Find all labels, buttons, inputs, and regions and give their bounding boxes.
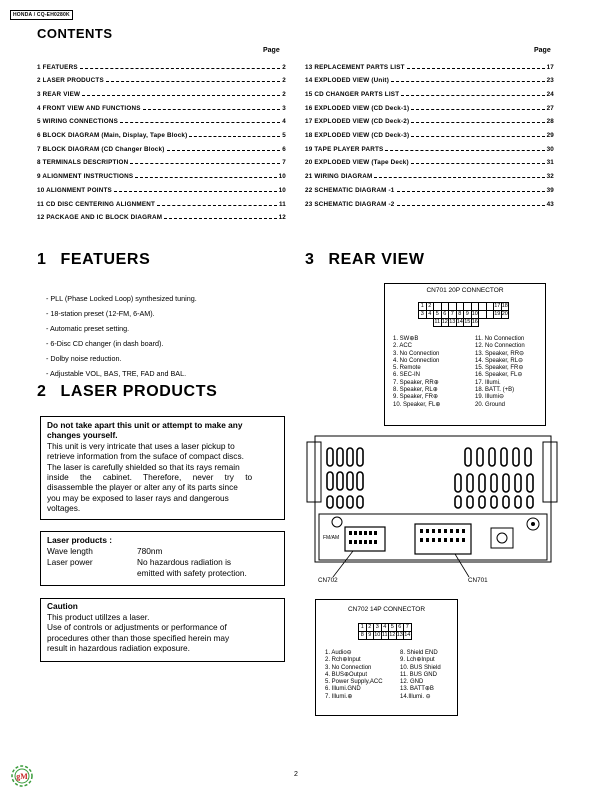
pin-cell bbox=[471, 303, 479, 311]
pin-assignment: 18. BATT. (+B) bbox=[475, 387, 515, 394]
pin-assignment: 17. Illumi. bbox=[475, 379, 501, 386]
toc-leader bbox=[407, 68, 545, 69]
pin-assignment: 5. Power Supply,ACC bbox=[325, 679, 383, 686]
toc-entry-label: 19 TAPE PLAYER PARTS bbox=[305, 145, 384, 153]
rear-view-heading bbox=[305, 251, 425, 269]
pin-assignment: 11. No Connection bbox=[475, 336, 525, 342]
caution-box bbox=[40, 598, 285, 662]
power-value-line: No hazardous radiation is bbox=[137, 557, 232, 567]
pin-assignment: 12. No Connection bbox=[475, 343, 525, 350]
pin-assignment: 13. Speaker, RR⊖ bbox=[475, 350, 525, 357]
pin-cell bbox=[449, 303, 457, 311]
toc-leader bbox=[120, 122, 280, 123]
toc-entry-label: 14 EXPLODED VIEW (Unit) bbox=[305, 77, 390, 85]
laser-products-title: Laser products : bbox=[47, 535, 113, 545]
toc-leader bbox=[143, 109, 281, 110]
pin-assignment: 1. SW⊕B bbox=[393, 336, 419, 342]
caution-line: result in hazardous radiation exposure. bbox=[47, 643, 190, 654]
laser-number: 2 bbox=[37, 383, 47, 400]
toc-entry-page: 10 bbox=[278, 186, 286, 194]
pin-cell: 17 bbox=[494, 303, 501, 309]
toc-entry[interactable] bbox=[305, 144, 554, 154]
pin-cell: 11 bbox=[381, 632, 388, 638]
toc-entry-label: 21 WIRING DIAGRAM bbox=[305, 173, 373, 181]
unit-rear-drawing bbox=[305, 434, 558, 586]
pin-cell: 10 bbox=[374, 632, 381, 638]
pin-assignment: 14.Illumi. ⊖ bbox=[400, 693, 431, 700]
pin-assignment: 1. Audio⊖ bbox=[325, 650, 352, 656]
pin-assignment: 3. No Connection bbox=[325, 664, 372, 671]
toc-entry[interactable] bbox=[37, 199, 286, 209]
pin-cell: 12 bbox=[389, 632, 396, 638]
pin-cell: 1 bbox=[419, 303, 427, 311]
pin-assignment: 7. Illumi.⊕ bbox=[325, 693, 353, 700]
pin-assignment: 13. BATT⊕B bbox=[400, 686, 434, 693]
toc-leader bbox=[401, 95, 544, 96]
pin-cell bbox=[441, 303, 449, 311]
toc-leader bbox=[80, 68, 281, 69]
pin-cell: 10 bbox=[471, 311, 478, 317]
power-label: Laser power bbox=[47, 557, 93, 567]
wavelength-row bbox=[47, 546, 278, 557]
toc-entry[interactable] bbox=[37, 185, 286, 195]
toc-entry[interactable] bbox=[37, 131, 286, 141]
cn701-pins-right bbox=[475, 336, 525, 409]
pin-cell bbox=[486, 303, 494, 311]
toc-entry[interactable] bbox=[37, 144, 286, 154]
toc-entry[interactable] bbox=[37, 76, 286, 86]
pin-assignment: 19. Illumi⊖ bbox=[475, 394, 505, 401]
toc-entry-label: 12 PACKAGE AND IC BLOCK DIAGRAM bbox=[37, 214, 163, 222]
pin-cell: 4 bbox=[381, 624, 389, 632]
toc-entry[interactable] bbox=[305, 62, 554, 72]
cn702-label: CN702 bbox=[318, 577, 338, 584]
pin-assignment: 8. Speaker, RL⊕ bbox=[393, 387, 438, 394]
toc-entry-label: 16 EXPLODED VIEW (CD Deck-1) bbox=[305, 104, 410, 112]
toc-entry[interactable] bbox=[37, 103, 286, 113]
toc-entry[interactable] bbox=[37, 117, 286, 127]
pin-cell: 2 bbox=[366, 624, 374, 632]
toc-entry-page: 39 bbox=[546, 186, 554, 194]
pin-assignment: 2. ACC bbox=[393, 343, 413, 350]
pin-cell: 5 bbox=[434, 311, 442, 319]
toc-entry-page: 12 bbox=[278, 214, 286, 222]
cn702-pins-right bbox=[400, 650, 441, 701]
toc-entry-label: 18 EXPLODED VIEW (CD Deck-3) bbox=[305, 132, 410, 139]
pin-cell: 14 bbox=[456, 319, 463, 325]
pin-cell: 20 bbox=[501, 311, 508, 317]
pin-assignment: 10. BUS Shield bbox=[400, 664, 441, 671]
antenna-label: FM/AM bbox=[323, 535, 340, 541]
rear-view-number: 3 bbox=[305, 251, 315, 268]
toc-entry-label: 15 CD CHANGER PARTS LIST bbox=[305, 90, 400, 98]
feature-item: - Dolby noise reduction. bbox=[46, 354, 122, 363]
toc-leader bbox=[106, 81, 280, 82]
pin-cell bbox=[456, 303, 464, 311]
pin-cell: 2 bbox=[426, 303, 434, 311]
pin-cell bbox=[486, 311, 494, 319]
features-list bbox=[46, 291, 197, 381]
pin-cell: 14 bbox=[404, 632, 411, 638]
pin-assignment: 3. No Connection bbox=[393, 350, 440, 357]
toc-entry[interactable] bbox=[305, 89, 554, 99]
pin-cell: 9 bbox=[366, 632, 374, 640]
toc-entry-label: 17 EXPLODED VIEW (CD Deck-2) bbox=[305, 118, 410, 126]
toc-entry[interactable] bbox=[305, 103, 554, 113]
toc-entry-label: 2 LASER PRODUCTS bbox=[37, 77, 104, 85]
toc-entry-page: 27 bbox=[546, 104, 554, 112]
toc-leader bbox=[397, 191, 545, 192]
toc-leader bbox=[385, 150, 544, 151]
toc-entry-page: 31 bbox=[546, 159, 554, 167]
warning-line: The laser is carefully shielded so that its rays remain bbox=[47, 461, 240, 472]
pin-cell bbox=[434, 303, 442, 311]
pin-assignment: 2. Rch⊕Input bbox=[325, 657, 361, 664]
pin-cell: 7 bbox=[449, 311, 457, 319]
wavelength-label: Wave length bbox=[47, 546, 93, 556]
laser-heading bbox=[37, 383, 217, 401]
toc-entry-label: 8 TERMINALS DESCRIPTION bbox=[37, 159, 129, 167]
toc-entry-page: 11 bbox=[278, 200, 286, 208]
pin-cell: 13 bbox=[449, 319, 456, 325]
pin-cell: 18 bbox=[501, 303, 508, 309]
toc-leader bbox=[114, 191, 277, 192]
caution-line: This product utillzes a laser. bbox=[47, 611, 150, 622]
toc-leader bbox=[374, 177, 544, 178]
model-tag: HONDA / CQ-EH0280K bbox=[10, 10, 73, 20]
pin-cell: 7 bbox=[404, 624, 412, 632]
page-column-header-left: Page bbox=[263, 47, 280, 54]
toc-entry-page: 3 bbox=[282, 104, 286, 112]
laser-products-box bbox=[40, 531, 285, 586]
toc-entry-page: 2 bbox=[282, 63, 286, 71]
pin-cell: 9 bbox=[464, 311, 472, 319]
features-heading bbox=[37, 251, 150, 269]
toc-entry[interactable] bbox=[305, 131, 554, 141]
rear-view-title: REAR VIEW bbox=[328, 251, 425, 268]
feature-item: - Adjustable VOL, BAS, TRE, FAD and BAL. bbox=[46, 369, 187, 378]
cn702-title: CN702 14P CONNECTOR bbox=[347, 606, 426, 613]
toc-leader bbox=[130, 163, 280, 164]
pin-cell: 8 bbox=[456, 311, 464, 319]
power-row bbox=[47, 557, 278, 579]
toc-entry-page: 6 bbox=[282, 145, 286, 153]
pin-cell bbox=[479, 311, 487, 319]
pin-assignment: 11. BUS GND bbox=[400, 671, 437, 678]
cn701-connector-box bbox=[384, 283, 546, 426]
pin-cell: 8 bbox=[359, 632, 367, 640]
warning-line: inside the cabinet. Therefore, never try to bbox=[47, 472, 253, 483]
toc-entry[interactable] bbox=[37, 62, 286, 72]
wavelength-value: 780nm bbox=[137, 546, 163, 556]
pin-cell: 19 bbox=[494, 311, 501, 317]
toc-entry-page: 7 bbox=[282, 159, 286, 167]
pin-cell: 3 bbox=[374, 624, 382, 632]
pin-assignment: 16. Speaker, FL⊖ bbox=[475, 372, 523, 379]
toc-entry[interactable] bbox=[37, 158, 286, 168]
laser-warning-box bbox=[40, 416, 285, 520]
toc-entry-label: 22 SCHEMATIC DIAGRAM -1 bbox=[305, 186, 395, 194]
power-value-line: emitted with safety protection. bbox=[137, 568, 247, 578]
toc-entry-page: 29 bbox=[546, 132, 554, 139]
toc-entry[interactable] bbox=[305, 117, 554, 127]
warning-line: voltages. bbox=[47, 503, 81, 514]
pin-assignment: 9. Lch⊕Input bbox=[400, 657, 435, 664]
toc-leader bbox=[164, 218, 276, 219]
toc-leader bbox=[411, 136, 544, 137]
pin-cell: 16 bbox=[471, 319, 478, 325]
pin-assignment: 5. Remote bbox=[393, 365, 421, 372]
gm-logo bbox=[8, 762, 36, 790]
pin-cell: 11 bbox=[434, 319, 441, 325]
cn702-connector-box bbox=[315, 599, 458, 716]
toc-leader bbox=[391, 81, 545, 82]
pin-cell: 12 bbox=[441, 319, 448, 325]
cn701-label: CN701 bbox=[468, 577, 488, 584]
toc-entry-label: 13 REPLACEMENT PARTS LIST bbox=[305, 63, 405, 71]
toc-leader bbox=[411, 122, 544, 123]
pin-assignment: 20. Ground bbox=[475, 401, 506, 408]
pin-cell bbox=[479, 303, 487, 311]
warning-line: disassemble the player or alter any of its parts since bbox=[47, 482, 238, 493]
laser-title: LASER PRODUCTS bbox=[60, 383, 218, 400]
toc-entry-label: 20 EXPLODED VIEW (Tape Deck) bbox=[305, 159, 409, 167]
toc-entry-page: 2 bbox=[282, 77, 286, 85]
cn701-pins-left bbox=[393, 336, 440, 409]
toc-entry-page: 30 bbox=[546, 145, 554, 153]
toc-leader bbox=[411, 109, 544, 110]
toc-leader bbox=[189, 136, 280, 137]
warning-line: This unit is very intricate that uses a laser pickup to bbox=[47, 440, 235, 451]
pin-cell bbox=[464, 303, 472, 311]
toc-entry-page: 24 bbox=[546, 90, 554, 98]
pin-cell: 4 bbox=[426, 311, 434, 319]
laser-warning-bold: Do not take apart this unit or attempt to make any changes yourself. bbox=[47, 420, 243, 441]
pin-assignment: 4. BUS⊕Output bbox=[325, 671, 368, 678]
toc-entry-label: 7 BLOCK DIAGRAM (CD Changer Block) bbox=[37, 145, 165, 153]
pin-assignment: 7. Speaker, RR⊕ bbox=[393, 379, 439, 386]
pin-assignment: 9. Speaker, FR⊕ bbox=[393, 394, 439, 401]
toc-entry-page: 17 bbox=[546, 63, 554, 71]
cn701-title: CN701 20P CONNECTOR bbox=[426, 287, 504, 294]
pin-cell: 13 bbox=[396, 632, 403, 638]
toc-entry-page: 4 bbox=[282, 118, 286, 126]
cn702-pins-left bbox=[325, 650, 383, 701]
toc-entry-label: 4 FRONT VIEW AND FUNCTIONS bbox=[37, 104, 141, 112]
pin-cell: 6 bbox=[441, 311, 449, 319]
warning-line: you may be exposed to laser rays and dangerous bbox=[47, 492, 229, 503]
toc-leader bbox=[157, 205, 277, 206]
pin-assignment: 10. Speaker, FL⊕ bbox=[393, 401, 441, 408]
gm-logo-text: gM bbox=[16, 772, 28, 781]
toc-entry-label: 1 FEATUERS bbox=[37, 63, 78, 71]
toc-entry-page: 28 bbox=[546, 118, 554, 126]
toc-entry[interactable] bbox=[305, 76, 554, 86]
toc-entry-label: 5 WIRING CONNECTIONS bbox=[37, 118, 118, 126]
pin-assignment: 6. SEC-IN bbox=[393, 372, 421, 379]
pin-assignment: 15. Speaker, FR⊖ bbox=[475, 365, 524, 372]
toc-leader bbox=[397, 205, 545, 206]
toc-entry[interactable] bbox=[305, 158, 554, 168]
toc-entry-label: 3 REAR VIEW bbox=[37, 90, 81, 98]
toc-entry-page: 5 bbox=[282, 132, 286, 139]
toc-entry[interactable] bbox=[37, 213, 286, 223]
toc-entry[interactable] bbox=[37, 172, 286, 182]
toc-leader bbox=[167, 150, 281, 151]
toc-entry-page: 43 bbox=[546, 200, 554, 208]
toc-entry-label: 6 BLOCK DIAGRAM (Main, Display, Tape Block) bbox=[37, 132, 188, 139]
pin-cell: 1 bbox=[359, 624, 367, 632]
pin-cell: 15 bbox=[464, 319, 471, 325]
contents-title: CONTENTS bbox=[37, 26, 113, 41]
toc-leader bbox=[82, 95, 280, 96]
cn701-pin-grid bbox=[418, 302, 509, 327]
features-title: FEATUERS bbox=[60, 251, 151, 268]
toc-entry-page: 2 bbox=[282, 90, 286, 98]
toc-entry-label: 10 ALIGNMENT POINTS bbox=[37, 186, 112, 194]
caution-line: procedures other than those specified herein may bbox=[47, 632, 230, 643]
pin-assignment: 12. GND bbox=[400, 679, 424, 686]
pin-cell: 5 bbox=[389, 624, 397, 632]
page-column-header-right: Page bbox=[534, 47, 551, 54]
warning-line: retrieve information from the suface of compact discs. bbox=[47, 451, 244, 462]
page-number: 2 bbox=[294, 771, 298, 778]
toc-leader bbox=[411, 163, 545, 164]
feature-item: - 18-station preset (12-FM, 6-AM). bbox=[46, 309, 155, 318]
toc-entry[interactable] bbox=[305, 172, 554, 182]
toc-entry[interactable] bbox=[37, 89, 286, 99]
pin-cell: 3 bbox=[419, 311, 427, 319]
toc-entry[interactable] bbox=[305, 199, 554, 209]
toc-entry[interactable] bbox=[305, 185, 554, 195]
pin-assignment: 14. Speaker, RL⊖ bbox=[475, 357, 524, 364]
features-number: 1 bbox=[37, 251, 47, 268]
toc-entry-label: 23 SCHEMATIC DIAGRAM -2 bbox=[305, 200, 395, 208]
toc-leader bbox=[135, 177, 276, 178]
toc-entry-page: 23 bbox=[546, 77, 554, 85]
pin-assignment: 6. Illumi.GND bbox=[325, 686, 361, 693]
pin-cell: 6 bbox=[396, 624, 404, 632]
pin-assignment: 8. Shield END bbox=[400, 650, 438, 656]
toc-entry-page: 10 bbox=[278, 173, 286, 181]
caution-title: Caution bbox=[47, 601, 78, 611]
toc-entry-page: 32 bbox=[546, 173, 554, 181]
feature-item: - PLL (Phase Locked Loop) synthesized tuning. bbox=[46, 294, 197, 303]
caution-line: Use of controls or adjustments or performance of bbox=[47, 622, 227, 633]
toc-entry-label: 9 ALIGNMENT INSTRUCTIONS bbox=[37, 173, 134, 181]
feature-item: - Automatic preset setting. bbox=[46, 324, 130, 333]
pin-assignment: 4. No Connection bbox=[393, 357, 440, 364]
cn702-pin-grid bbox=[358, 623, 412, 640]
feature-item: - 6-Disc CD changer (in dash board). bbox=[46, 339, 164, 348]
toc-entry-label: 11 CD DISC CENTERING ALIGNMENT bbox=[37, 200, 156, 208]
power-value bbox=[137, 557, 247, 579]
